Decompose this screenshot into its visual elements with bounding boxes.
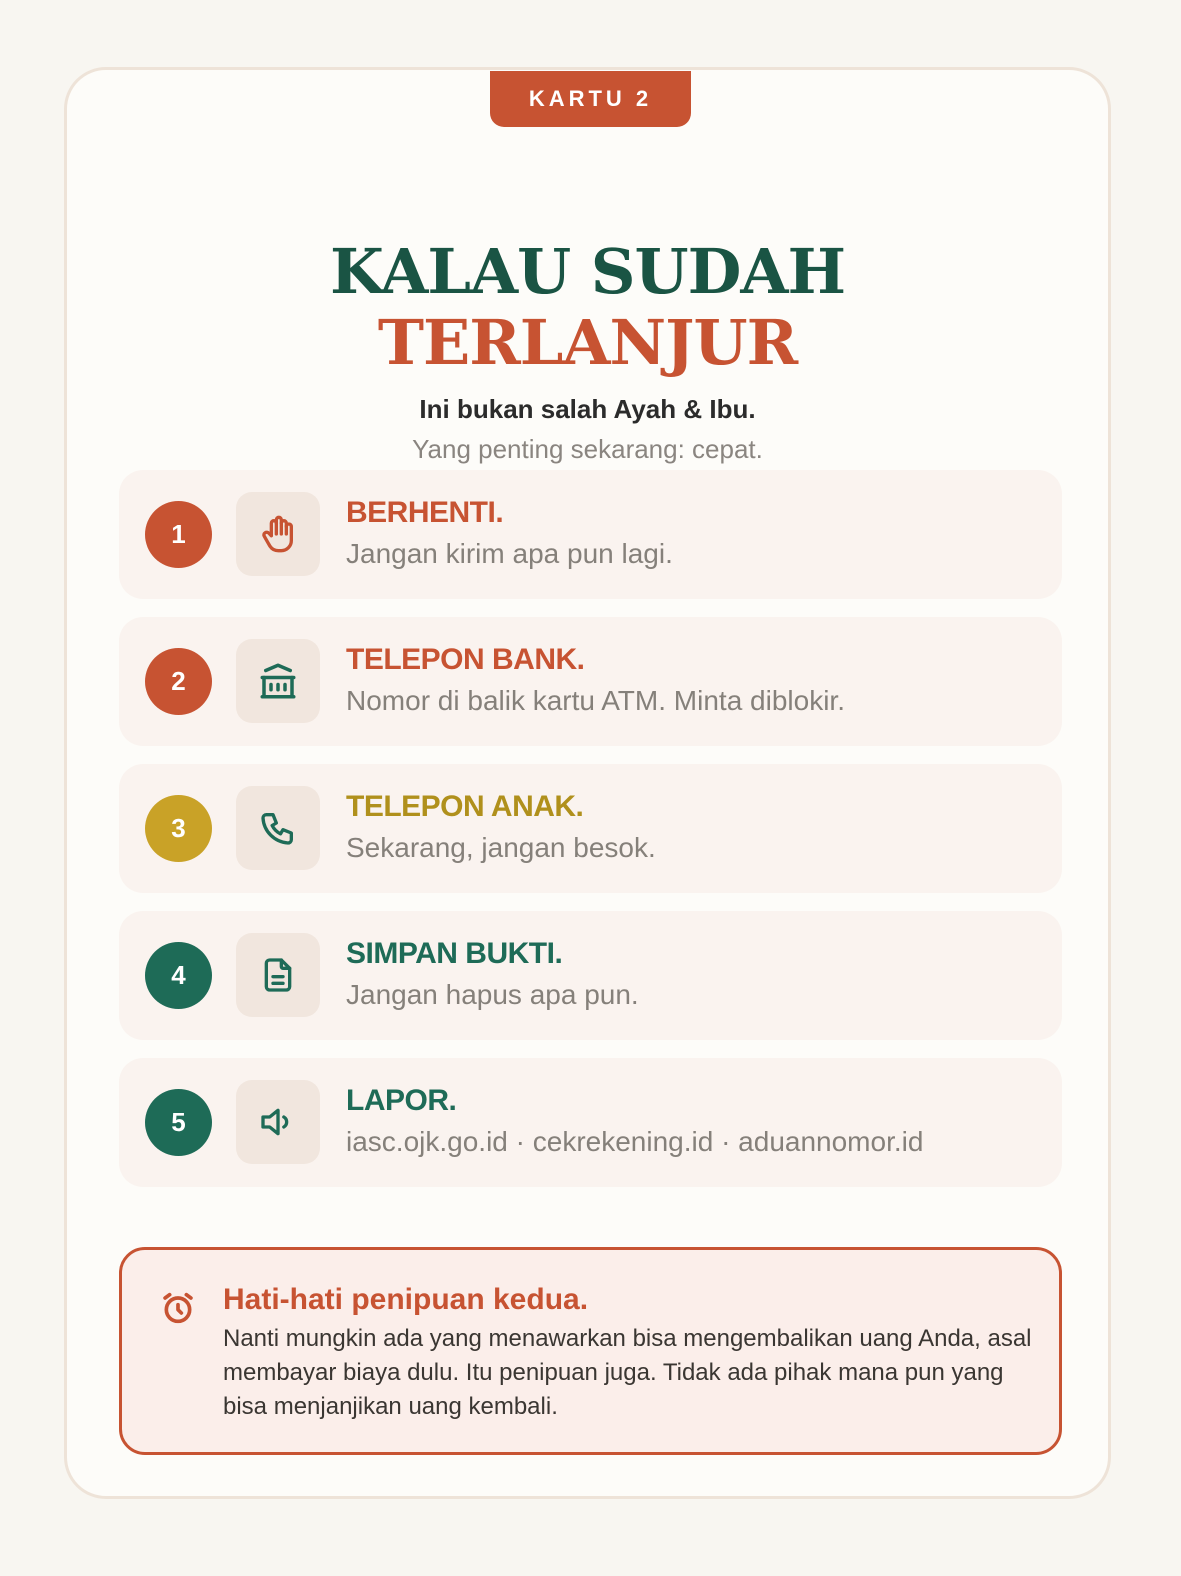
step-item-3 bbox=[119, 764, 1062, 893]
card-tab: KARTU 2 bbox=[490, 71, 691, 127]
step-title: TELEPON ANAK. bbox=[346, 790, 584, 823]
step-number-badge: 3 bbox=[145, 795, 212, 862]
step-description: Sekarang, jangan besok. bbox=[346, 832, 656, 863]
step-item-4 bbox=[119, 911, 1062, 1040]
step-item-1 bbox=[119, 470, 1062, 599]
step-title: BERHENTI. bbox=[346, 496, 504, 529]
step-description: iasc.ojk.go.id · cekrekening.id · aduannomor.id bbox=[346, 1126, 924, 1157]
hand-stop-icon bbox=[258, 514, 298, 554]
document-icon bbox=[258, 955, 298, 995]
info-card bbox=[64, 67, 1111, 1499]
step-number-badge: 2 bbox=[145, 648, 212, 715]
step-description: Jangan hapus apa pun. bbox=[346, 979, 639, 1010]
page-title-line2: TERLANJUR bbox=[377, 306, 798, 379]
step-title: LAPOR. bbox=[346, 1084, 457, 1117]
subtitle-bold: Ini bukan salah Ayah & Ibu. bbox=[419, 394, 756, 424]
step-icon-box bbox=[236, 1080, 320, 1164]
bank-icon bbox=[257, 660, 299, 702]
alarm-clock-icon bbox=[158, 1288, 198, 1333]
step-icon-box bbox=[236, 786, 320, 870]
step-number-badge: 1 bbox=[145, 501, 212, 568]
step-number-badge: 5 bbox=[145, 1089, 212, 1156]
step-description: Nomor di balik kartu ATM. Minta diblokir. bbox=[346, 685, 845, 716]
step-icon-box bbox=[236, 639, 320, 723]
step-title: TELEPON BANK. bbox=[346, 643, 585, 676]
warning-title: Hati-hati penipuan kedua. bbox=[223, 1283, 589, 1316]
step-number-badge: 4 bbox=[145, 942, 212, 1009]
step-description: Jangan kirim apa pun lagi. bbox=[346, 538, 673, 569]
warning-box bbox=[119, 1247, 1062, 1455]
phone-icon bbox=[258, 808, 298, 848]
step-item-2 bbox=[119, 617, 1062, 746]
step-item-5 bbox=[119, 1058, 1062, 1187]
step-icon-box bbox=[236, 933, 320, 1017]
subtitle: Yang penting sekarang: cepat. bbox=[412, 434, 763, 464]
step-title: SIMPAN BUKTI. bbox=[346, 937, 563, 970]
step-icon-box bbox=[236, 492, 320, 576]
megaphone-icon bbox=[258, 1102, 298, 1142]
warning-text: Nanti mungkin ada yang menawarkan bisa mengembalikan uang Anda, asal membayar biaya dulu. Itu penipuan juga. Tidak ada pihak mana pun yang bisa menjanjikan uang kembali. bbox=[223, 1325, 1032, 1420]
page-title-line1: KALAU SUDAH bbox=[329, 235, 846, 308]
